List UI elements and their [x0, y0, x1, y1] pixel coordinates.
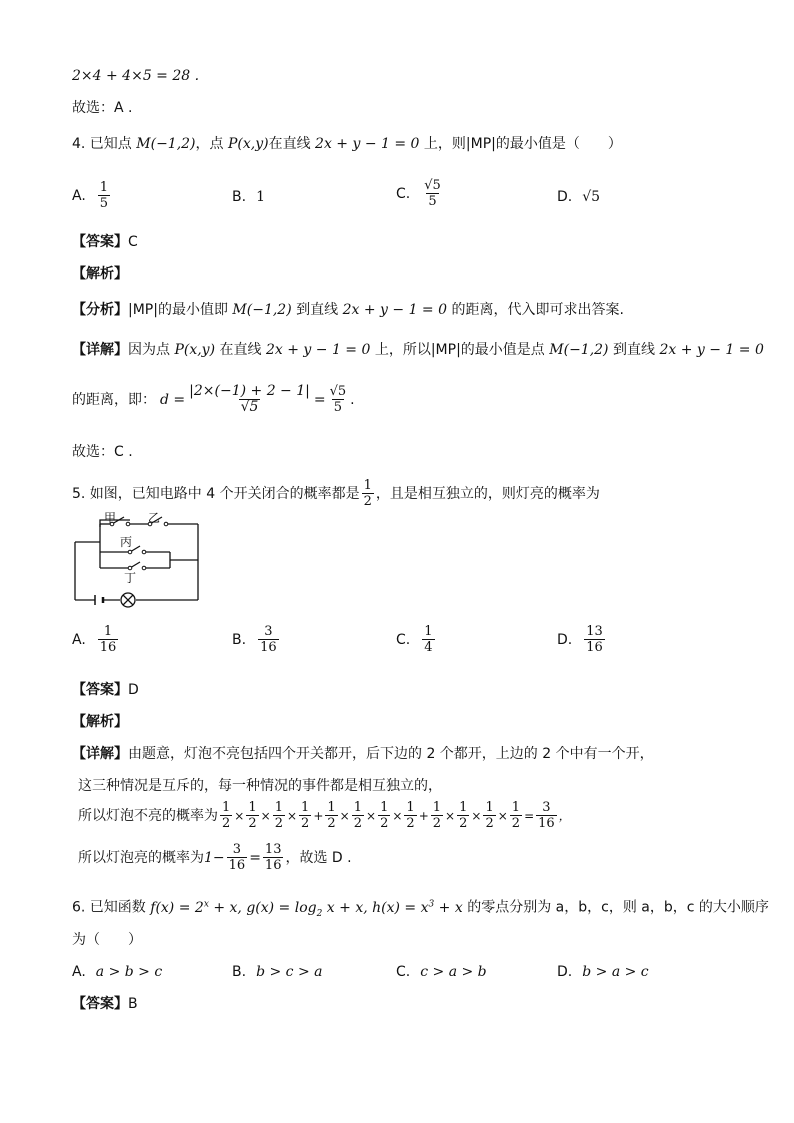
q4-stem: 4. 已知点 M(−1,2)，点 P(x,y)在直线 2x + y − 1 = 0 上，则|MP|的最小值是（ ）: [72, 136, 622, 152]
fraction: $\frac{1}{2}$: [459, 800, 468, 831]
prev-answer: 故选：A .: [72, 100, 133, 116]
q4-option-b: B. 1: [232, 189, 265, 205]
fraction: $\frac{1}{2}$: [485, 800, 494, 831]
prev-calculation: 2×4 + 4×5 = 28 .: [72, 68, 200, 84]
q6-option-b: B. b > c > a: [232, 964, 323, 980]
switch-label-bing: 丙: [120, 535, 133, 549]
q5-answer: 【答案】D: [72, 682, 139, 698]
q6-option-c: C. c > a > b: [396, 964, 487, 980]
fraction: $\frac{1}{2}$: [327, 800, 336, 831]
q5-detail-line2: 这三种情况是互斥的，每一种情况的事件都是相互独立的，: [78, 778, 442, 794]
fraction: $\frac{1}{2}$: [511, 800, 521, 831]
q5-option-c: C. $\frac{1}{4}$: [396, 624, 433, 655]
q5-detail-line4: 所以灯泡亮的概率为 1− $\frac{3}{16}$ = $\frac{13}{16}$ ，故选 D .: [78, 842, 352, 873]
switch-label-jia: 甲: [104, 512, 117, 525]
switch-label-yi: 乙: [148, 512, 161, 525]
distance-fraction: $\frac{|2\times(-1) + 2 - 1|}{√5}$: [189, 383, 310, 415]
q4-option-c: C. $\frac{√5}{5}$: [396, 178, 441, 209]
q6-option-a: A. a > b > c: [72, 964, 163, 980]
q6-stem-line1: 6. 已知函数 $f(x) = 2^x + x$, $g(x) = \log_2 x + x$, $h(x) = x^3 + x$ 的零点分别为 a，b，c，则 a，b，c 的大小顺序: [72, 899, 769, 919]
q5-analysis-tag: 【解析】: [72, 714, 128, 730]
q5-option-d: D. $\frac{13}{16}$: [557, 624, 603, 655]
q5-option-a: A. $\frac{1}{16}$: [72, 624, 117, 655]
q4-detail-line2: 的距离，即： d = $\frac{|2\times(-1) + 2 - 1|}{√5}$ = $\frac{√5}{5}$ .: [72, 383, 355, 415]
q4-end: 故选：C .: [72, 444, 133, 460]
q5-option-b: B. $\frac{3}{16}$: [232, 624, 277, 655]
fraction: $\frac{1}{2}$: [406, 800, 415, 831]
switch-label-ding: 丁: [124, 571, 137, 585]
q5-detail-line1: 【详解】由题意，灯泡不亮包括四个开关都开，后下边的 2 个都开，上边的 2 个中有一个开，: [72, 746, 654, 762]
fraction: $\frac{3}{16}$: [538, 800, 555, 831]
q4-detail-line1: 【详解】因为点 P(x,y) 在直线 2x + y − 1 = 0 上，所以|MP|的最小值是点 M(−1,2) 到直线 2x + y − 1 = 0: [72, 342, 764, 358]
fraction: $\frac{1}{2}$: [274, 800, 283, 831]
fraction: $\frac{1}{2}$: [222, 800, 231, 831]
q4-answer: 【答案】C: [72, 234, 138, 250]
q4-fenxi: 【分析】|MP|的最小值即 M(−1,2) 到直线 2x + y − 1 = 0 的距离，代入即可求出答案.: [72, 302, 624, 318]
q6-stem-line2: 为（ ）: [72, 932, 142, 948]
fraction: $\frac{1}{2}$: [380, 800, 389, 831]
fraction: $\frac{1}{2}$: [432, 800, 442, 831]
probability-expression: $\frac{1}{2}$ × $\frac{1}{2}$ × $\frac{1}{2}$ × $\frac{1}{2}$ + $\frac{1}{2}$ × $\frac{1}{2}$ × $\frac{1}{2}$ × $\frac{1}{2}$ + $\frac{1}{2}$ × $\frac{1}{2}$ × $\frac{1}{2}$ × $\frac{1}{2}$ = $\frac{3}{16}$ ，: [222, 800, 571, 831]
q6-functions: $f(x) = 2^x + x$, $g(x) = \log_2 x + x$, $h(x) = x^3 + x$: [150, 899, 463, 919]
q5-detail-line3: 所以灯泡不亮的概率为 $\frac{1}{2}$ × $\frac{1}{2}$ × $\frac{1}{2}$ × $\frac{1}{2}$ + $\frac{1}{2}$ × $\frac{1}{2}$ × $\frac{1}{2}$ × $\frac{1}{2}$ + $\frac{1}{2}$ × $\frac{1}{2}$ × $\frac{1}{2}$ × $\frac{1}{2}$ = $\frac{3}{16}$ ，: [78, 800, 571, 831]
q4-analysis-tag: 【解析】: [72, 266, 128, 282]
circuit-diagram: [70, 512, 210, 608]
fraction: $\frac{1}{2}$: [301, 800, 310, 831]
q6-answer: 【答案】B: [72, 996, 138, 1012]
fraction: $\frac{1}{2}$: [353, 800, 362, 831]
q5-stem: 5. 如图，已知电路中 4 个开关闭合的概率都是 $\frac{1}{2}$ ，且是相互独立的，则灯亮的概率为: [72, 478, 600, 509]
fraction: $\frac{1}{2}$: [248, 800, 257, 831]
q4-option-a: A. $\frac{1}{5}$: [72, 180, 109, 211]
q4-option-d: D. √5: [557, 189, 601, 205]
q6-option-d: D. b > a > c: [557, 964, 649, 980]
